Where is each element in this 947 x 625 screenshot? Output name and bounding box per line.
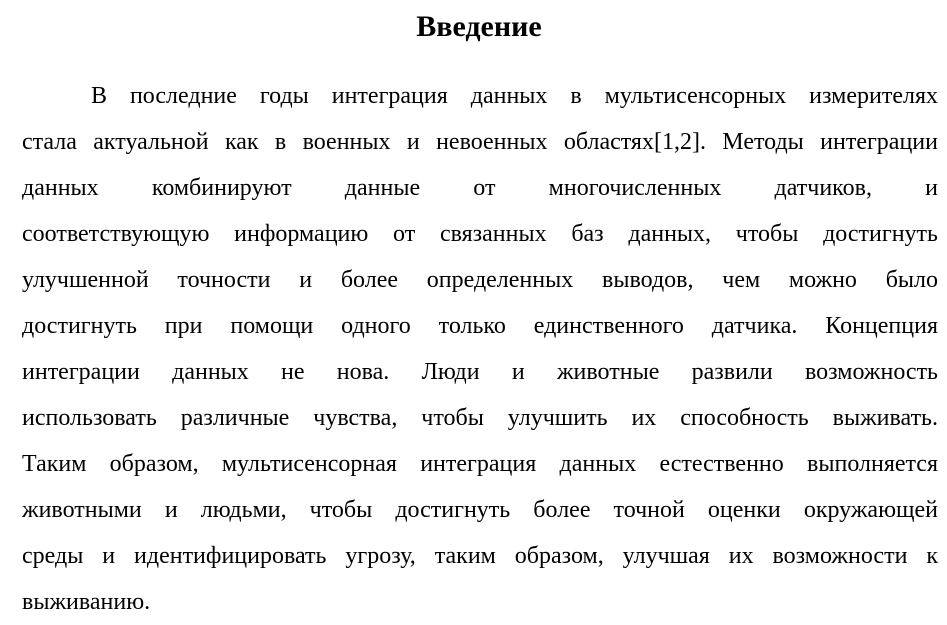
paragraph-line: В последние годы интеграция данных в мультисенсорных измерителях bbox=[91, 83, 938, 109]
paragraph-line: соответствующую информацию от связанных баз данных, чтобы достигнуть bbox=[22, 221, 938, 247]
paragraph-line: интеграции данных не нова. Люди и животные развили возможность bbox=[22, 359, 938, 385]
section-title: Введение bbox=[416, 10, 542, 43]
paragraph-line: данных комбинируют данные от многочисленных датчиков, и bbox=[22, 175, 938, 201]
paragraph-line: среды и идентифицировать угрозу, таким образом, улучшая их возможности к bbox=[22, 543, 938, 569]
paragraph-line: стала актуальной как в военных и невоенных областях[1,2]. Методы интеграции bbox=[22, 129, 938, 155]
paragraph-line: животными и людьми, чтобы достигнуть более точной оценки окружающей bbox=[22, 497, 938, 523]
paragraph-line: достигнуть при помощи одного только единственного датчика. Концепция bbox=[22, 313, 938, 339]
paragraph-line: использовать различные чувства, чтобы улучшить их способность выживать. bbox=[22, 405, 938, 431]
paragraph-line: Таким образом, мультисенсорная интеграция данных естественно выполняется bbox=[22, 451, 938, 477]
paragraph-line: улучшенной точности и более определенных выводов, чем можно было bbox=[22, 267, 938, 293]
intro-paragraph bbox=[22, 73, 938, 625]
paragraph-line-last: выживанию. bbox=[22, 589, 151, 615]
